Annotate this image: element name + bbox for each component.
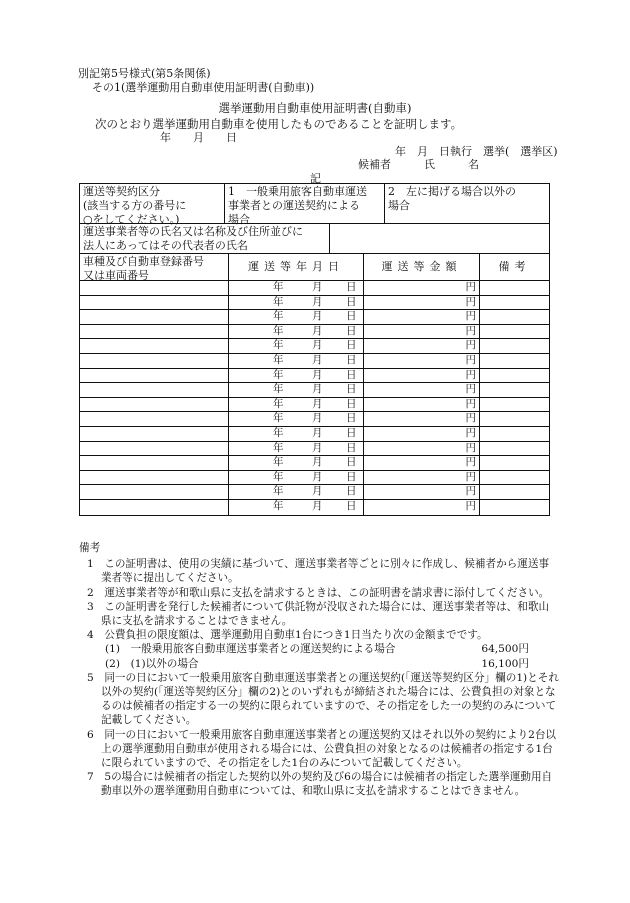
remarks-cell[interactable] — [479, 500, 549, 515]
amount-cell[interactable] — [363, 383, 479, 397]
remarks-cell[interactable] — [479, 471, 549, 485]
amount-cell[interactable] — [363, 442, 479, 456]
note-item: 2 運送事業者等が和歌山県に支払を請求するときは、この証明書を請求書に添付してください。 — [87, 586, 550, 599]
year-label: 年 — [273, 383, 284, 396]
remarks-cell[interactable] — [479, 325, 549, 339]
vehicle-cell[interactable] — [80, 500, 228, 515]
remarks-cell[interactable] — [479, 398, 549, 412]
day-label: 日 — [346, 441, 357, 454]
date-cell[interactable] — [228, 456, 363, 470]
vehicle-cell[interactable] — [80, 354, 228, 368]
amount-cell[interactable] — [363, 339, 479, 353]
yen-label: 円 — [465, 499, 476, 512]
intro-text: 次のとおり選挙運動用自動車を使用したものであることを証明します。 — [95, 117, 463, 131]
date-cell[interactable] — [228, 412, 363, 426]
usage-rows — [80, 281, 549, 515]
usage-row — [80, 339, 549, 354]
remarks-cell[interactable] — [479, 281, 549, 295]
year-label: 年 — [273, 397, 284, 410]
day-label: 日 — [346, 324, 357, 337]
certification-date: 年 月 日 — [160, 131, 237, 144]
operator-row — [80, 224, 549, 254]
date-cell[interactable] — [228, 281, 363, 295]
limit-label-1: (1) 一般乗用旅客自動車運送事業者との運送契約による場合 — [105, 643, 396, 656]
limit-item-2 — [79, 657, 559, 671]
day-label: 日 — [346, 397, 357, 410]
date-cell[interactable] — [228, 339, 363, 353]
month-label: 月 — [312, 485, 323, 498]
vehicle-cell[interactable] — [80, 310, 228, 324]
remarks-cell[interactable] — [479, 485, 549, 499]
year-label: 年 — [273, 499, 284, 512]
notes-section — [79, 541, 559, 799]
vehicle-cell[interactable] — [80, 296, 228, 310]
remarks-cell[interactable] — [479, 310, 549, 324]
month-label: 月 — [312, 456, 323, 469]
note-item: 5 同一の日において一般乗用旅客自動車運送事業者との運送契約(「運送等契約区分」欄の1)とそれ以外の契約(「運送等契約区分」欄の2)とのいずれもが締結された場合には、公費負担の対象となるのは候補者の指定する一の契約に限られていますので、その指定をした一の契約のみについて記載してください。 — [87, 671, 559, 727]
contract-type-row — [80, 184, 549, 224]
amount-cell[interactable] — [363, 456, 479, 470]
month-label: 月 — [312, 368, 323, 381]
amount-cell[interactable] — [363, 296, 479, 310]
usage-row — [80, 369, 549, 384]
month-label: 月 — [312, 397, 323, 410]
usage-row — [80, 354, 549, 369]
month-label: 月 — [312, 281, 323, 293]
year-label: 年 — [273, 456, 284, 469]
day-label: 日 — [346, 470, 357, 483]
document-title: 選挙運動用自動車使用証明書(自動車) — [218, 101, 412, 115]
contract-type-label: 運送等契約区分 (該当する方の番号に ○をしてください。) — [83, 185, 187, 226]
date-cell[interactable] — [228, 296, 363, 310]
year-label: 年 — [273, 281, 284, 293]
amount-cell[interactable] — [363, 398, 479, 412]
usage-row — [80, 485, 549, 500]
notes-title: 備考 — [79, 542, 101, 554]
date-cell[interactable] — [228, 442, 363, 456]
day-label: 日 — [346, 281, 357, 293]
election-line: 年 月 日執行 選挙( 選挙区) — [395, 145, 558, 158]
date-cell[interactable] — [228, 427, 363, 441]
month-label: 月 — [312, 470, 323, 483]
vehicle-cell[interactable] — [80, 339, 228, 353]
vehicle-cell[interactable] — [80, 471, 228, 485]
vehicle-cell[interactable] — [80, 427, 228, 441]
operator-label: 運送事業者等の氏名又は名称及び住所並びに 法人にあってはその代表者の氏名 — [83, 225, 303, 252]
year-label: 年 — [273, 412, 284, 425]
date-cell[interactable] — [228, 354, 363, 368]
yen-label: 円 — [465, 397, 476, 410]
yen-label: 円 — [465, 456, 476, 469]
year-label: 年 — [273, 310, 284, 323]
remarks-cell[interactable] — [479, 427, 549, 441]
yen-label: 円 — [465, 353, 476, 366]
form-number: 別記第5号様式(第5条関係) — [78, 67, 211, 80]
remarks-cell[interactable] — [479, 354, 549, 368]
limit-amount-2: 16,100円 — [481, 657, 529, 670]
date-cell[interactable] — [228, 310, 363, 324]
vehicle-cell[interactable] — [80, 398, 228, 412]
certificate-table — [79, 183, 550, 516]
day-label: 日 — [346, 499, 357, 512]
remarks-cell[interactable] — [479, 442, 549, 456]
yen-label: 円 — [465, 339, 476, 352]
yen-label: 円 — [465, 485, 476, 498]
limit-label-2: (2) (1)以外の場合 — [105, 657, 199, 670]
usage-row — [80, 310, 549, 325]
date-cell[interactable] — [228, 398, 363, 412]
contract-option-1[interactable]: 1 一般乗用旅客自動車運送 事業者との運送契約による 場合 — [224, 184, 384, 223]
year-label: 年 — [273, 485, 284, 498]
day-label: 日 — [346, 426, 357, 439]
date-column-header: 運送等年月日 — [228, 254, 363, 280]
amount-cell[interactable] — [363, 427, 479, 441]
usage-row — [80, 442, 549, 457]
usage-row — [80, 456, 549, 471]
month-label: 月 — [312, 426, 323, 439]
usage-row — [80, 383, 549, 398]
amount-column-header: 運送等金額 — [363, 254, 479, 280]
vehicle-cell[interactable] — [80, 369, 228, 383]
note-item: 6 同一の日において一般乗用旅客自動車運送事業者との運送契約又はそれ以外の契約により2台以上の選挙運動用自動車が使用される場合には、公費負担の対象となるのは候補者の指定する1台に限られていますので、その指定をした1台のみについて記載してください。 — [87, 728, 557, 770]
usage-row — [80, 296, 549, 311]
vehicle-cell[interactable] — [80, 281, 228, 295]
usage-row — [80, 325, 549, 340]
vehicle-cell[interactable] — [80, 456, 228, 470]
yen-label: 円 — [465, 324, 476, 337]
amount-cell[interactable] — [363, 412, 479, 426]
yen-label: 円 — [465, 441, 476, 454]
day-label: 日 — [346, 412, 357, 425]
day-label: 日 — [346, 383, 357, 396]
month-label: 月 — [312, 324, 323, 337]
month-label: 月 — [312, 353, 323, 366]
vehicle-column-header: 車種及び自動車登録番号 又は車両番号 — [83, 255, 204, 282]
amount-cell[interactable] — [363, 500, 479, 515]
vehicle-cell[interactable] — [80, 383, 228, 397]
note-item: 3 この証明書を発行した候補者について供託物が没収された場合には、運送事業者等は、和歌山県に支払を請求することはできません。 — [87, 600, 550, 628]
year-label: 年 — [273, 470, 284, 483]
day-label: 日 — [346, 485, 357, 498]
operator-field[interactable] — [329, 224, 549, 253]
month-label: 月 — [312, 310, 323, 323]
yen-label: 円 — [465, 281, 476, 293]
vehicle-cell[interactable] — [80, 485, 228, 499]
amount-cell[interactable] — [363, 471, 479, 485]
date-cell[interactable] — [228, 485, 363, 499]
ki-label: 記 — [310, 172, 321, 185]
month-label: 月 — [312, 441, 323, 454]
yen-label: 円 — [465, 368, 476, 381]
month-label: 月 — [312, 499, 323, 512]
note-item: 7 5の場合には候補者の指定した契約以外の契約及び6の場合には候補者の指定した選挙運動用自動車以外の選挙運動用自動車については、和歌山県に支払を請求することはできません。 — [87, 771, 553, 798]
date-cell[interactable] — [228, 500, 363, 515]
usage-row — [80, 412, 549, 427]
yen-label: 円 — [465, 426, 476, 439]
amount-cell[interactable] — [363, 325, 479, 339]
date-cell[interactable] — [228, 471, 363, 485]
remarks-cell[interactable] — [479, 369, 549, 383]
vehicle-cell[interactable] — [80, 442, 228, 456]
vehicle-cell[interactable] — [80, 412, 228, 426]
date-cell[interactable] — [228, 383, 363, 397]
yen-label: 円 — [465, 383, 476, 396]
yen-label: 円 — [465, 310, 476, 323]
month-label: 月 — [312, 339, 323, 352]
year-label: 年 — [273, 441, 284, 454]
date-cell[interactable] — [228, 369, 363, 383]
yen-label: 円 — [465, 295, 476, 308]
yen-label: 円 — [465, 470, 476, 483]
remarks-cell[interactable] — [479, 339, 549, 353]
month-label: 月 — [312, 383, 323, 396]
remarks-column-header: 備考 — [479, 254, 549, 280]
limit-amount-1: 64,500円 — [481, 643, 529, 656]
day-label: 日 — [346, 353, 357, 366]
note-item: 1 この証明書は、使用の実績に基づいて、運送事業者等ごとに別々に作成し、候補者から運送事業者等に提出してください。 — [87, 558, 550, 585]
remarks-cell[interactable] — [479, 296, 549, 310]
column-header-row — [80, 254, 549, 281]
yen-label: 円 — [465, 412, 476, 425]
year-label: 年 — [273, 368, 284, 381]
year-label: 年 — [273, 324, 284, 337]
year-label: 年 — [273, 353, 284, 366]
usage-row — [80, 471, 549, 486]
usage-row — [80, 281, 549, 296]
date-cell[interactable] — [228, 325, 363, 339]
remarks-cell[interactable] — [479, 412, 549, 426]
year-label: 年 — [273, 295, 284, 308]
amount-cell[interactable] — [363, 485, 479, 499]
amount-cell[interactable] — [363, 310, 479, 324]
candidate-line: 候補者 氏 名 — [358, 158, 479, 171]
month-label: 月 — [312, 412, 323, 425]
amount-cell[interactable] — [363, 369, 479, 383]
day-label: 日 — [346, 368, 357, 381]
contract-option-2[interactable]: 2 左に掲げる場合以外の 場合 — [384, 184, 549, 223]
remarks-cell[interactable] — [479, 383, 549, 397]
year-label: 年 — [273, 339, 284, 352]
usage-row — [80, 500, 549, 515]
form-subtitle: その1(選挙運動用自動車使用証明書(自動車)) — [92, 81, 315, 94]
day-label: 日 — [346, 295, 357, 308]
month-label: 月 — [312, 295, 323, 308]
note-item: 4 公費負担の限度額は、選挙運動用自動車1台につき1日当たり次の金額までです。 — [87, 629, 488, 642]
day-label: 日 — [346, 339, 357, 352]
remarks-cell[interactable] — [479, 456, 549, 470]
amount-cell[interactable] — [363, 281, 479, 295]
day-label: 日 — [346, 456, 357, 469]
usage-row — [80, 427, 549, 442]
usage-row — [80, 398, 549, 413]
limit-item-1 — [79, 642, 559, 656]
amount-cell[interactable] — [363, 354, 479, 368]
day-label: 日 — [346, 310, 357, 323]
vehicle-cell[interactable] — [80, 325, 228, 339]
year-label: 年 — [273, 426, 284, 439]
